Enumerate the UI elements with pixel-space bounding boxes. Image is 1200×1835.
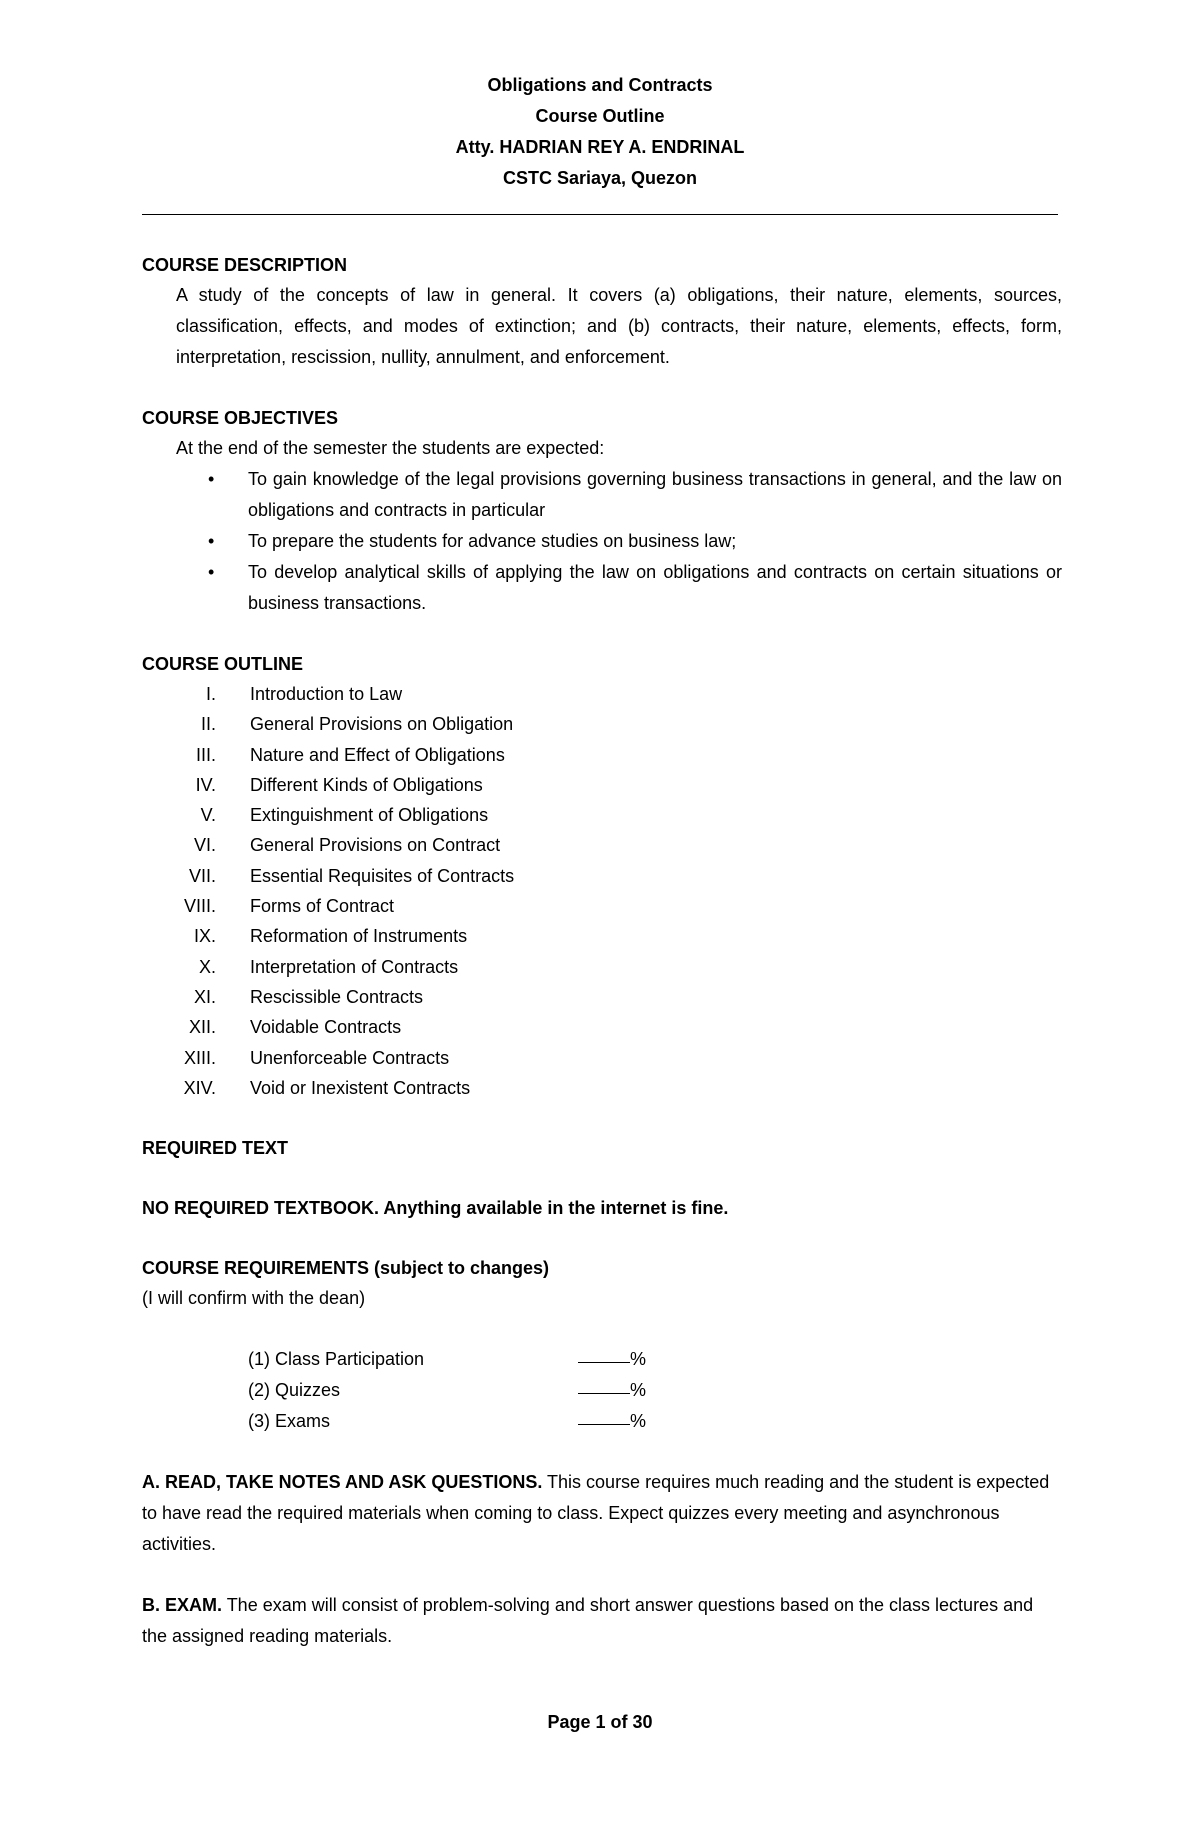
page-number: 1 [595, 1712, 606, 1732]
course-objectives-section [142, 403, 1062, 619]
outline-topic: Void or Inexistent Contracts [250, 1077, 471, 1098]
course-description-section [142, 250, 1062, 373]
course-title: Obligations and Contracts [487, 75, 713, 95]
list-item [176, 526, 1062, 557]
outline-number: VIII. [183, 896, 216, 917]
outline-topic: Reformation of Instruments [250, 926, 468, 947]
course-subtitle: Course Outline [535, 106, 665, 126]
list-item [248, 1344, 1062, 1375]
outline-number: V. [200, 805, 216, 826]
of-label: of [610, 1712, 628, 1732]
list-item [142, 800, 1062, 830]
outline-number: XII. [188, 1017, 216, 1038]
percent-blank [578, 1406, 630, 1425]
section-a-text: This course requires much reading and the student is expected to have read the required materials when coming to class. Expect quizzes every meeting and asynchronous activities. [142, 1472, 1050, 1555]
objective-text: To develop analytical skills of applying the law on obligations and contracts on certain situations or business transactions. [248, 562, 1062, 613]
outline-number: X. [198, 956, 216, 977]
course-objectives-intro: At the end of the semester the students are expected: [176, 438, 605, 458]
requirement-label: (1) Class Participation [248, 1349, 425, 1370]
list-item [142, 830, 1062, 860]
outline-topic: Voidable Contracts [250, 1017, 402, 1038]
outline-number: III. [195, 744, 216, 765]
outline-number: XI. [193, 986, 216, 1007]
outline-number: II. [200, 714, 216, 735]
document-header [0, 70, 1200, 194]
list-item [142, 740, 1062, 770]
percent-blank [578, 1375, 630, 1394]
list-item [142, 921, 1062, 951]
list-item [142, 1073, 1062, 1103]
instructor-name: Atty. HADRIAN REY A. ENDRINAL [455, 137, 745, 157]
requirements-list [248, 1344, 1062, 1437]
outline-topic: General Provisions on Obligation [250, 714, 514, 735]
course-description-heading: COURSE DESCRIPTION [142, 255, 348, 275]
course-objectives-heading: COURSE OBJECTIVES [142, 408, 339, 428]
bullet-icon: • [208, 531, 215, 551]
required-text-section [142, 1133, 1062, 1223]
percent-sign: % [630, 1349, 647, 1370]
school-name: CSTC Sariaya, Quezon [502, 168, 698, 188]
list-item [176, 464, 1062, 526]
list-item [142, 709, 1062, 739]
percent-sign: % [630, 1380, 647, 1401]
outline-number: XIV. [183, 1077, 216, 1098]
list-item [142, 891, 1062, 921]
outline-number: IV. [195, 774, 216, 795]
list-item [248, 1375, 1062, 1406]
course-outline-section [142, 649, 1062, 1103]
list-item [142, 982, 1062, 1012]
outline-list [142, 679, 1062, 1103]
section-b-paragraph [142, 1590, 1062, 1652]
outline-number: VI. [193, 835, 216, 856]
course-requirements-heading: COURSE REQUIREMENTS (subject to changes) [142, 1258, 550, 1279]
outline-topic: Forms of Contract [250, 896, 395, 917]
outline-topic: General Provisions on Contract [250, 835, 501, 856]
outline-topic: Rescissible Contracts [250, 986, 424, 1007]
objective-text: To gain knowledge of the legal provisions governing business transactions in general, and the law on obligations and contracts in particular [248, 469, 1062, 520]
list-item [176, 557, 1062, 619]
page-label: Page [547, 1712, 591, 1732]
outline-topic: Nature and Effect of Obligations [250, 744, 505, 765]
percent-blank [578, 1344, 630, 1363]
required-text-heading: REQUIRED TEXT [142, 1138, 289, 1159]
requirement-label: (2) Quizzes [248, 1380, 341, 1401]
outline-topic: Essential Requisites of Contracts [250, 865, 515, 886]
course-description-text: A study of the concepts of law in general. It covers (a) obligations, their nature, elements, sources, classification, effects, and modes of extinction; and (b) contracts, their nature, elements, effects, form, interpretation, rescission, nullity, annulment, and enforcement. [176, 285, 1062, 367]
document-body [142, 250, 1062, 1652]
bullet-icon: • [208, 562, 215, 582]
required-text-note: NO REQUIRED TEXTBOOK. Anything available in the internet is fine. [142, 1198, 729, 1219]
list-item [142, 770, 1062, 800]
list-item [142, 679, 1062, 709]
outline-topic: Introduction to Law [250, 684, 403, 704]
percent-sign: % [630, 1411, 647, 1432]
list-item [142, 952, 1062, 982]
objectives-list [176, 464, 1062, 619]
outline-topic: Extinguishment of Obligations [250, 805, 489, 826]
outline-number: VII. [188, 865, 216, 886]
outline-number: IX. [193, 926, 216, 947]
outline-topic: Different Kinds of Obligations [250, 774, 483, 795]
requirement-label: (3) Exams [248, 1411, 331, 1432]
list-item [248, 1406, 1062, 1437]
page-total: 30 [632, 1712, 653, 1732]
section-b-text: The exam will consist of problem-solving and short answer questions based on the class lectures and the assigned reading materials. [142, 1595, 1034, 1647]
page-footer [0, 1712, 1200, 1733]
course-requirements-section [142, 1253, 1062, 1437]
course-outline-heading: COURSE OUTLINE [142, 654, 304, 674]
header-divider [142, 214, 1058, 215]
list-item [142, 1043, 1062, 1073]
bullet-icon: • [208, 469, 215, 489]
course-requirements-note: (I will confirm with the dean) [142, 1288, 366, 1309]
outline-topic: Interpretation of Contracts [250, 956, 459, 977]
outline-number: XIII. [183, 1047, 216, 1068]
outline-topic: Unenforceable Contracts [250, 1047, 450, 1068]
section-a-paragraph [142, 1467, 1062, 1560]
section-b-lead: B. EXAM. [142, 1595, 223, 1616]
objective-text: To prepare the students for advance studies on business law; [248, 531, 737, 551]
outline-number: I. [205, 684, 216, 704]
list-item [142, 861, 1062, 891]
list-item [142, 1012, 1062, 1042]
section-a-lead: A. READ, TAKE NOTES AND ASK QUESTIONS. [142, 1472, 543, 1493]
